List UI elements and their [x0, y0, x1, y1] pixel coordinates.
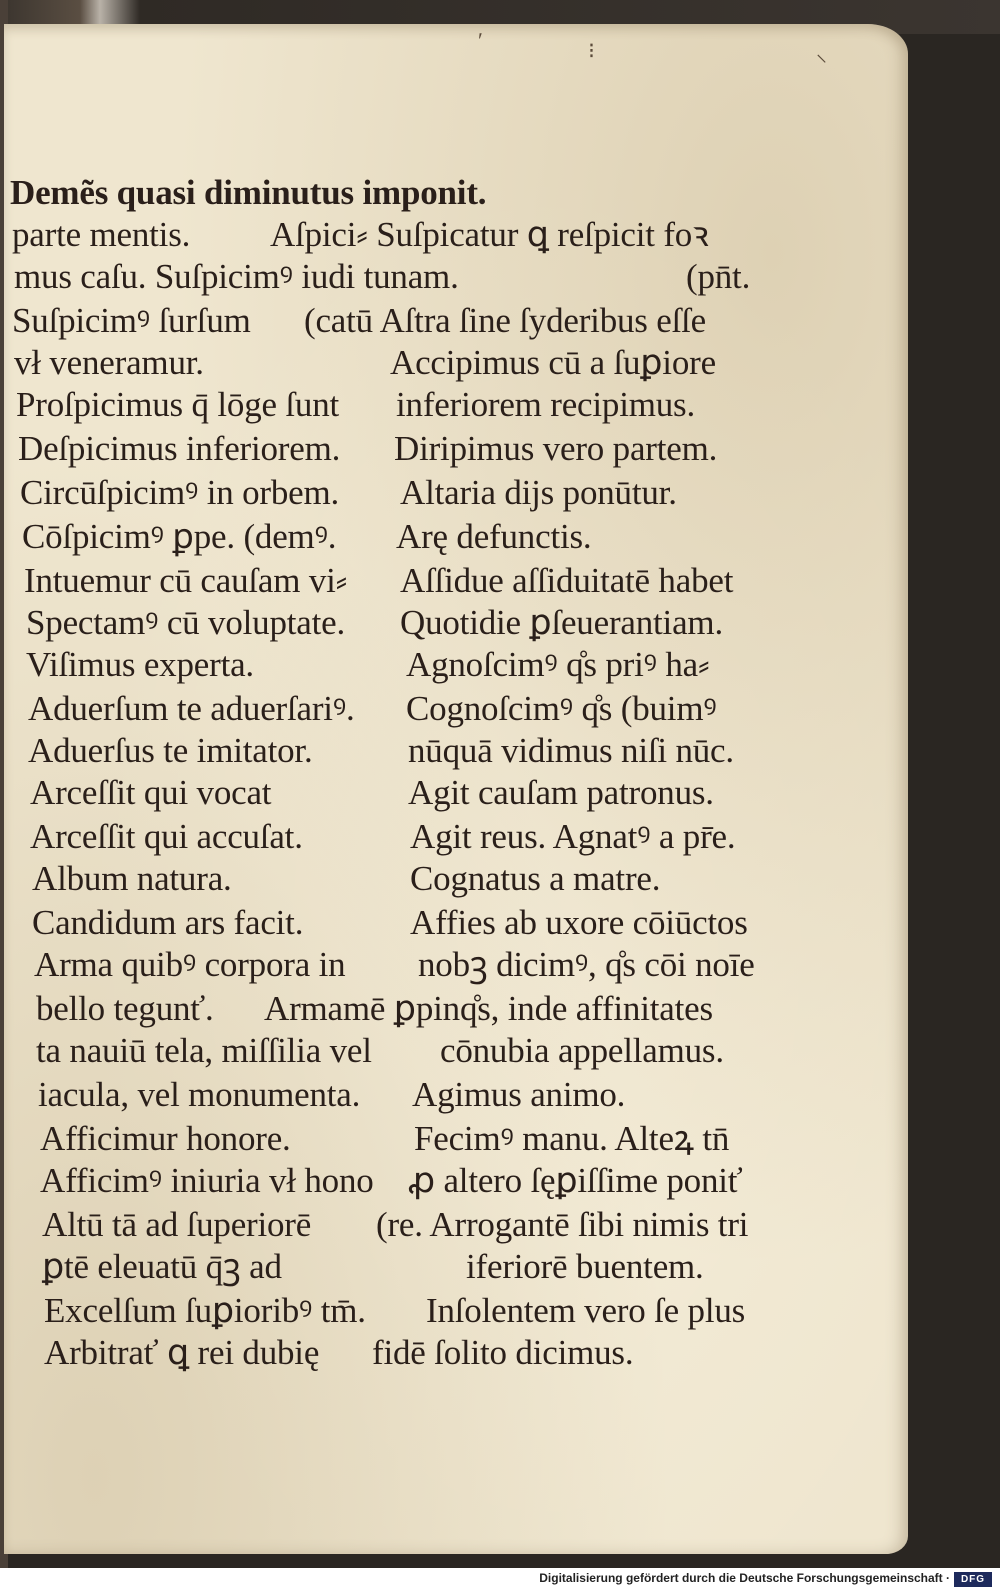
- line-left-text: Deſpicimus inferiorem.: [18, 429, 341, 468]
- line-right-text: inferiorem recipimus.: [396, 385, 696, 424]
- margin-mark: ʹ: [478, 28, 483, 53]
- line-left-text: Suſpicimꝰ ſurſum: [12, 301, 251, 340]
- line-left-text: Altū tā ad ſuperiorē: [42, 1205, 312, 1244]
- text-line: [4, 516, 884, 558]
- line-right-text: Cognoſcimꝰ q̊s (buimꝰ: [406, 689, 717, 728]
- text-line: [4, 602, 884, 644]
- text-line: [4, 384, 884, 426]
- line-left-text: Arceſſit qui accuſat.: [30, 817, 303, 856]
- line-right-text: (pn̄t.: [686, 257, 751, 296]
- line-right-text: Altaria dijs ponūtur.: [400, 473, 677, 512]
- line-left-text: mus caſu. Suſpicimꝰ iudi tunam.: [14, 257, 459, 296]
- line-left-text: bello tegunť.: [36, 989, 214, 1028]
- text-line: [4, 300, 884, 342]
- line-left-text: ta nauiū tela, miſſilia vel: [36, 1031, 372, 1070]
- line-right-text: Inſolentem vero ſe plus: [426, 1291, 746, 1330]
- text-line: [4, 256, 884, 298]
- line-right-text: Agimus animo.: [412, 1075, 626, 1114]
- text-line: [4, 816, 884, 858]
- text-line: [4, 1030, 884, 1072]
- text-block: [4, 24, 908, 1554]
- line-right-text: Aſpici⸗ Suſpicatur ꝗ reſpicit foꝛ: [270, 215, 709, 254]
- line-right-text: Arę defunctis.: [396, 517, 592, 556]
- text-line: [4, 428, 884, 470]
- line-left-text: Afficimur honore.: [40, 1119, 291, 1158]
- text-line: [4, 988, 884, 1030]
- line-right-text: cōnubia appellamus.: [440, 1031, 724, 1070]
- line-right-text: Agit cauſam patronus.: [408, 773, 714, 812]
- footer-bar: [0, 1568, 1000, 1591]
- line-left-text: Arma quibꝰ corpora in: [34, 945, 346, 984]
- text-line: [4, 1204, 884, 1246]
- line-left-text: Spectamꝰ cū voluptate.: [26, 603, 346, 642]
- line-left-text: ꝑtē eleuatū q̄ꝫ ad: [42, 1247, 282, 1286]
- line-left-text: Excelſum ſuꝑioribꝰ tm̄.: [44, 1291, 366, 1330]
- line-right-text: (catū Aſtra ſine ſyderibus eſſe: [304, 301, 706, 340]
- line-right-text: nūquā vidimus niſi nūc.: [408, 731, 734, 770]
- text-line: [4, 472, 884, 514]
- line-right-text: fidē ſolito dicimus.: [372, 1333, 634, 1372]
- text-line: [4, 944, 884, 986]
- line-right-text: Diripimus vero partem.: [394, 429, 718, 468]
- text-line: [4, 342, 884, 384]
- text-line: [4, 1074, 884, 1116]
- line-right-text: Agit reus. Agnatꝰ a pr̄e.: [410, 817, 736, 856]
- line-right-text: Cognatus a matre.: [410, 859, 661, 898]
- text-line: [4, 730, 884, 772]
- line-right-text: nobꝫ dicimꝰ, q̊s cōi noīe: [418, 945, 755, 984]
- line-right-text: Accipimus cū a ſuꝑiore: [390, 343, 716, 382]
- text-line: [4, 1290, 884, 1332]
- line-left-text: Afficimꝰ iniuria vł hono: [40, 1161, 374, 1200]
- line-left-text: Cōſpicimꝰ ꝑpe. (demꝰ.: [22, 517, 337, 556]
- book-page: [4, 24, 908, 1554]
- text-line: [4, 858, 884, 900]
- line-right-text: ꝓ altero ſęꝑiſſime poniť: [408, 1161, 743, 1200]
- line-left-text: Intuemur cū cauſam vi⸗: [24, 561, 348, 600]
- text-line: [4, 1332, 884, 1374]
- line-left-text: parte mentis.: [12, 215, 191, 254]
- line-right-text: iferiorē buentem.: [466, 1247, 704, 1286]
- dfg-logo: DFG: [954, 1572, 992, 1587]
- line-left-text: iacula, vel monumenta.: [38, 1075, 361, 1114]
- line-left-text: Aduerſus te imitator.: [28, 731, 313, 770]
- text-line: [4, 1118, 884, 1160]
- text-line: [4, 1246, 884, 1288]
- line-left-text: vł veneramur.: [14, 343, 204, 382]
- line-right-text: Fecimꝰ manu. Alteꝝ tn̄: [414, 1119, 730, 1158]
- line-left-text: Arceſſit qui vocat: [30, 773, 272, 812]
- line-left-text: Viſimus experta.: [26, 645, 254, 684]
- line-right-text: Affies ab uxore cōiūctos: [410, 903, 748, 942]
- margin-mark: ⁝: [588, 38, 595, 63]
- line-left-text: Proſpicimus q̄ lōge ſunt: [16, 385, 340, 424]
- line-right-text: (re. Arrogantē ſibi nimis tri: [376, 1205, 749, 1244]
- line-left-text: Demẽs quasi diminutus imponit.: [10, 173, 487, 212]
- line-left-text: Candidum ars facit.: [32, 903, 304, 942]
- line-left-text: Arbitrať ꝗ rei dubię: [44, 1333, 320, 1372]
- text-line: [4, 560, 884, 602]
- text-line: [4, 1160, 884, 1202]
- text-line: [4, 172, 884, 214]
- line-left-text: Aduerſum te aduerſariꝰ.: [28, 689, 355, 728]
- margin-mark: ⸜: [816, 41, 828, 66]
- text-line: [4, 772, 884, 814]
- text-line: [4, 688, 884, 730]
- text-line: [4, 644, 884, 686]
- text-line: [4, 902, 884, 944]
- footer-credit: Digitalisierung gefördert durch die Deutsche Forschungsgemeinschaft ·: [539, 1571, 950, 1585]
- line-left-text: Circūſpicimꝰ in orbem.: [20, 473, 340, 512]
- text-line: [4, 214, 884, 256]
- line-right-text: Agnoſcimꝰ q̊s priꝰ ha⸗: [406, 645, 710, 684]
- line-right-text: Quotidie ꝑſeuerantiam.: [400, 603, 723, 642]
- line-right-text: Armamē ꝑpinq̊s, inde affinitates: [264, 989, 713, 1028]
- line-left-text: Album natura.: [32, 859, 232, 898]
- line-right-text: Aſſidue aſſiduitatē habet: [400, 561, 734, 600]
